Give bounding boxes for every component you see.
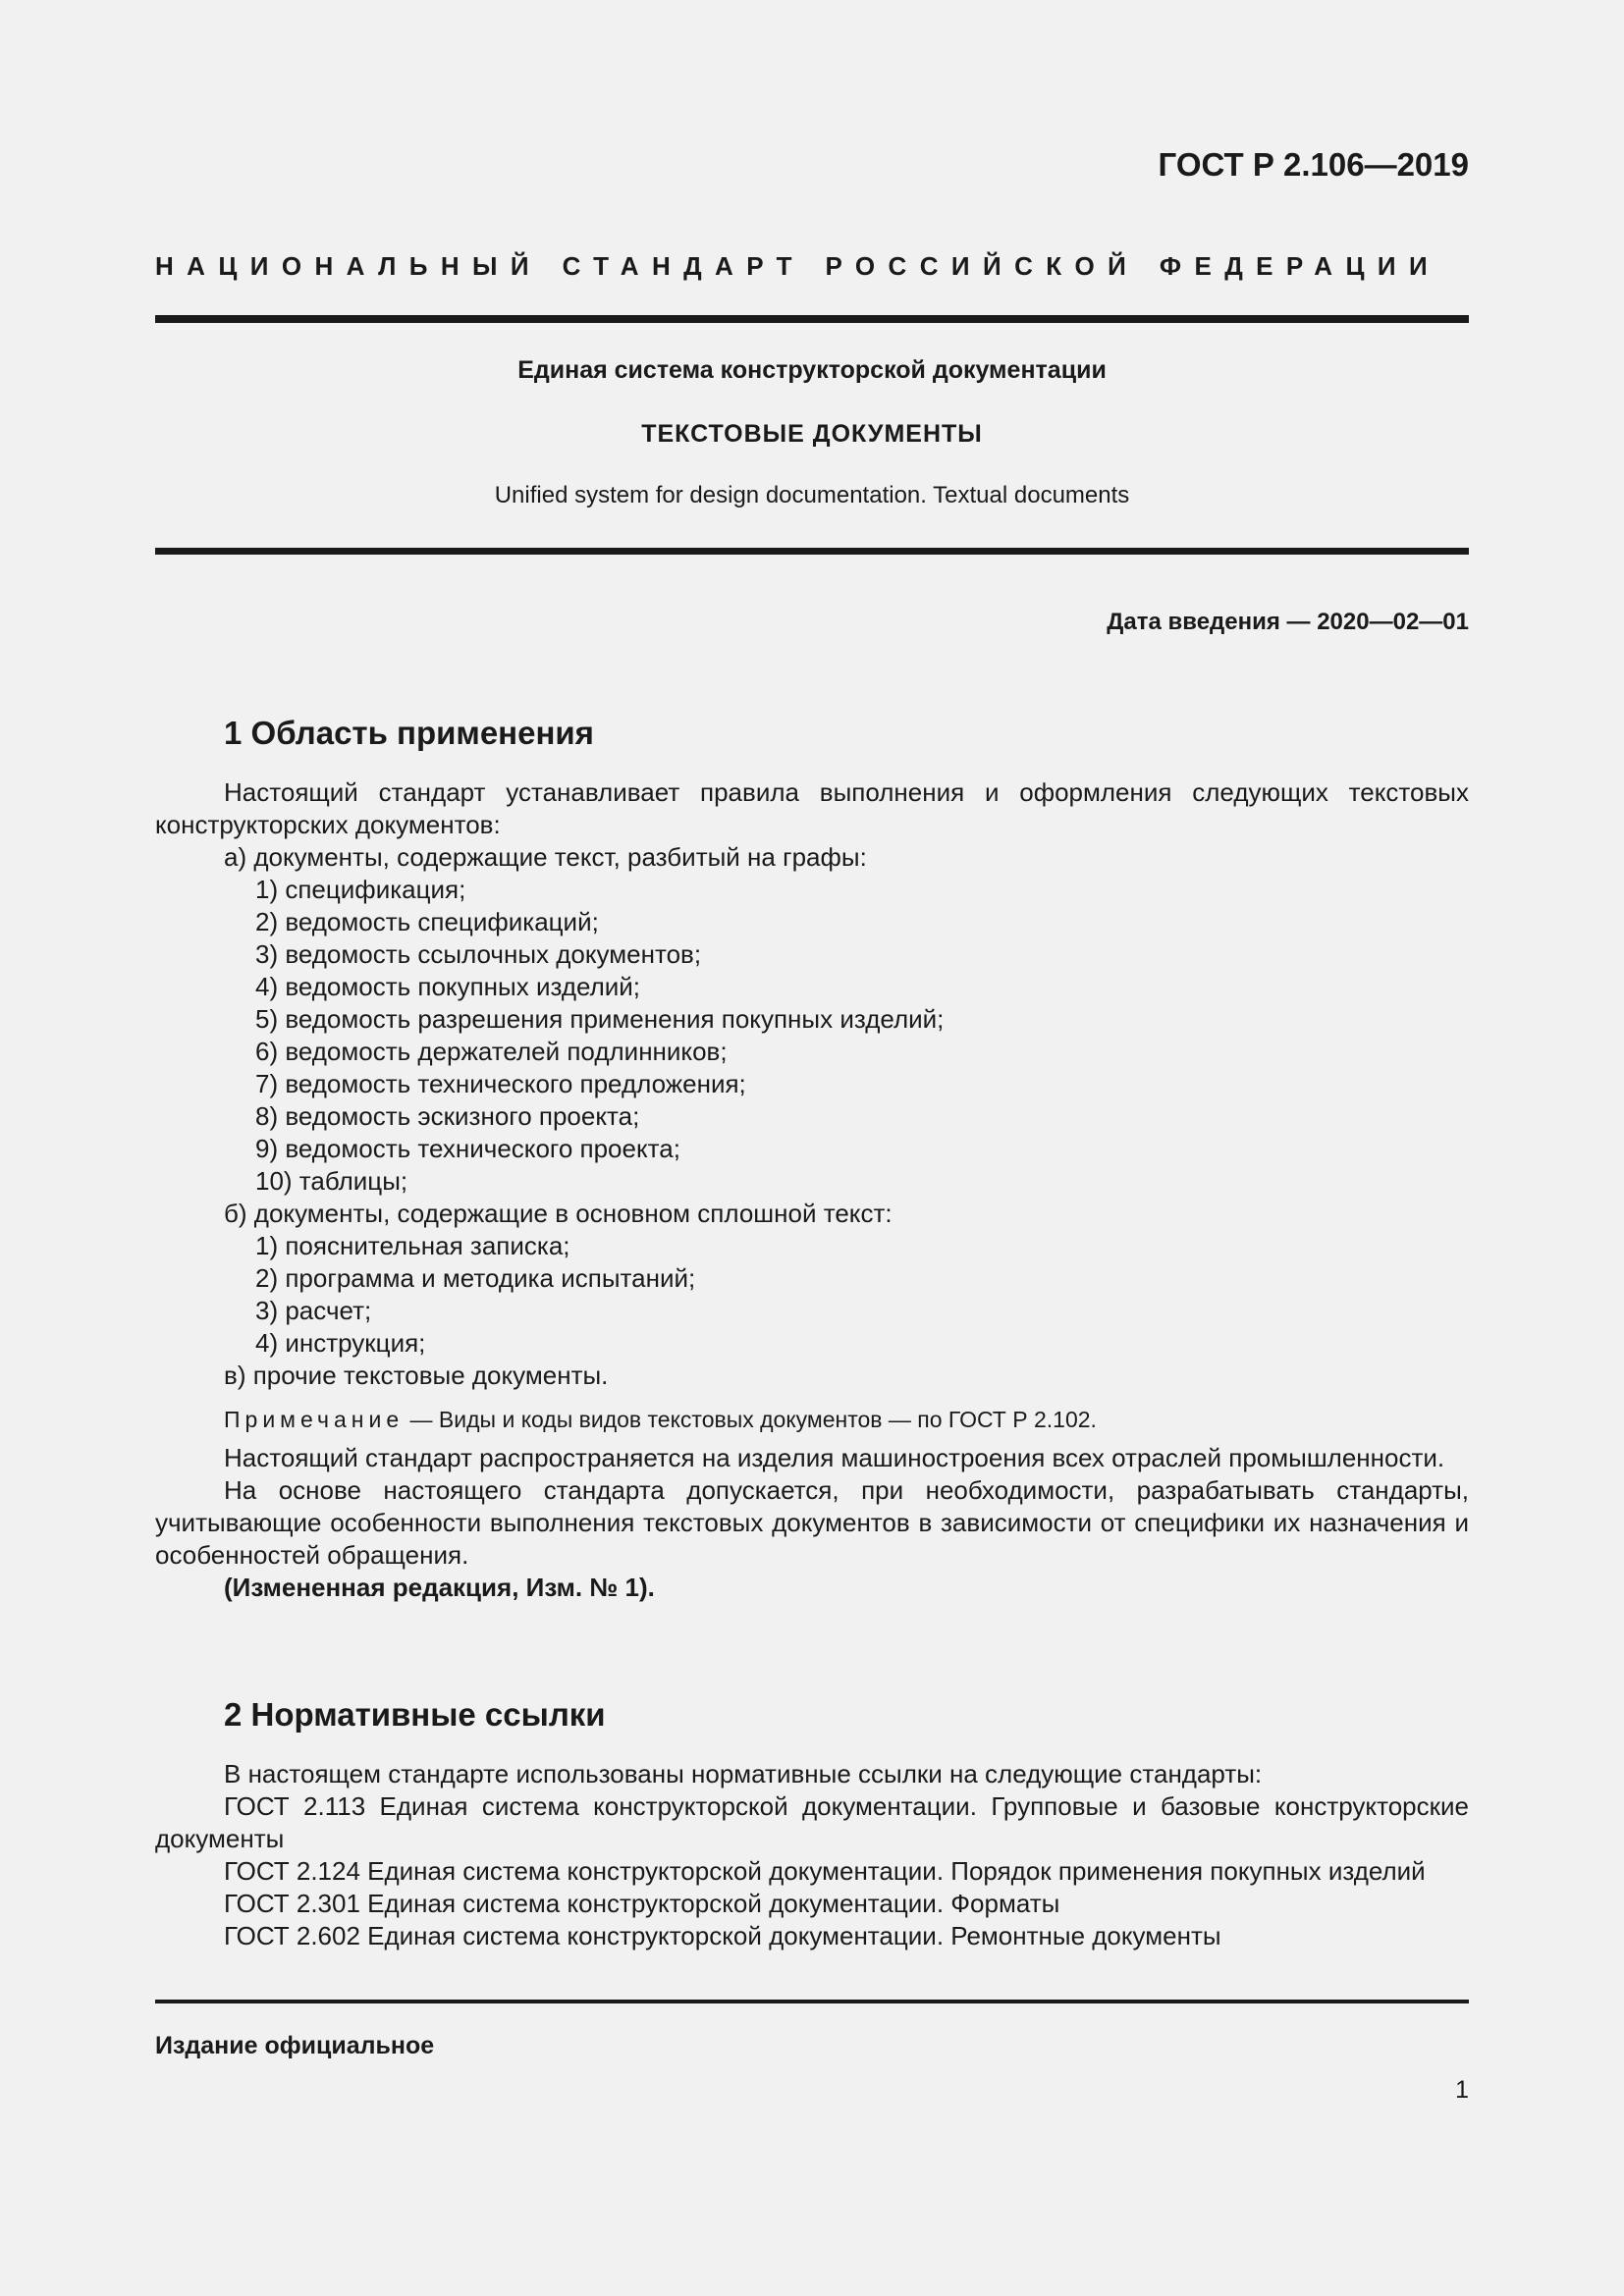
list-item: 4) ведомость покупных изделий; bbox=[255, 972, 641, 1001]
title-rule bbox=[155, 548, 1469, 555]
list-item: 3) расчет; bbox=[255, 1296, 372, 1325]
list-item: 3) ведомость ссылочных документов; bbox=[255, 939, 702, 969]
reference-item: ГОСТ 2.301 Единая система конструкторской документации. Форматы bbox=[224, 1889, 1060, 1918]
note-text: — Виды и коды видов текстовых документов — по ГОСТ Р 2.102. bbox=[404, 1407, 1097, 1432]
document-code: ГОСТ Р 2.106—2019 bbox=[1158, 146, 1469, 183]
section-2 bbox=[155, 1695, 1469, 1952]
group-a-label: а) документы, содержащие текст, разбитый на графы: bbox=[224, 842, 867, 872]
note bbox=[155, 1404, 1469, 1436]
section-2-intro: В настоящем стандарте использованы нормативные ссылки на следующие стандарты: bbox=[224, 1759, 1263, 1789]
reference-item: ГОСТ 2.124 Единая система конструкторской документации. Порядок применения покупных изделий bbox=[224, 1856, 1426, 1886]
introduction-date: Дата введения — 2020—02—01 bbox=[1107, 609, 1469, 635]
group-c-label: в) прочие текстовые документы. bbox=[224, 1361, 609, 1390]
list-item: 1) пояснительная записка; bbox=[255, 1231, 570, 1260]
section-2-heading: 2 Нормативные ссылки bbox=[224, 1696, 606, 1733]
list-item: 2) ведомость спецификаций; bbox=[255, 907, 599, 936]
list-item: 10) таблицы; bbox=[255, 1166, 408, 1196]
reference-item: ГОСТ 2.602 Единая система конструкторской документации. Ремонтные документы bbox=[224, 1921, 1221, 1950]
list-item: 9) ведомость технического проекта; bbox=[255, 1134, 680, 1163]
top-rule bbox=[155, 315, 1469, 323]
list-item: 4) инструкция; bbox=[255, 1328, 426, 1358]
list-item: 2) программа и методика испытаний; bbox=[255, 1263, 696, 1293]
list-item: 7) ведомость технического предложения; bbox=[255, 1069, 746, 1098]
group-b-label: б) документы, содержащие в основном сплошной текст: bbox=[224, 1199, 893, 1228]
section-1-intro: Настоящий стандарт устанавливает правила выполнения и оформления следующих текстовых конструкторских документов: bbox=[155, 777, 1469, 839]
list-item: 6) ведомость держателей подлинников; bbox=[255, 1037, 728, 1066]
note-label: Примечание bbox=[224, 1407, 405, 1432]
list-item: 5) ведомость разрешения применения покупных изделий; bbox=[255, 1004, 945, 1034]
amendment-note: (Измененная редакция, Изм. № 1). bbox=[224, 1573, 655, 1602]
page-number: 1 bbox=[1455, 2076, 1469, 2104]
document-title: ТЕКСТОВЫЕ ДОКУМЕНТЫ bbox=[641, 420, 983, 448]
english-title: Unified system for design documentation. Textual documents bbox=[494, 482, 1130, 508]
development-paragraph: На основе настоящего стандарта допускается, при необходимости, разрабатывать стандарты, учитывающие особенности выполнения текстовых документов в зависимости от специфики их назначения и особенностей обращения. bbox=[155, 1475, 1469, 1570]
section-1-heading: 1 Область применения bbox=[224, 715, 594, 751]
list-item: 1) спецификация; bbox=[255, 875, 466, 904]
national-standard-banner: НАЦИОНАЛЬНЫЙ СТАНДАРТ РОССИЙСКОЙ ФЕДЕРАЦИИ bbox=[155, 251, 1441, 281]
reference-item: ГОСТ 2.113 Единая система конструкторской документации. Групповые и базовые конструкторские документы bbox=[155, 1791, 1469, 1853]
list-item: 8) ведомость эскизного проекта; bbox=[255, 1101, 640, 1131]
scope-paragraph: Настоящий стандарт распространяется на изделия машиностроения всех отраслей промышленности. bbox=[224, 1443, 1445, 1472]
section-1 bbox=[155, 714, 1469, 1604]
footer-rule bbox=[155, 2000, 1469, 2003]
system-title: Единая система конструкторской документации bbox=[517, 356, 1107, 384]
official-edition: Издание официальное bbox=[155, 2032, 435, 2059]
